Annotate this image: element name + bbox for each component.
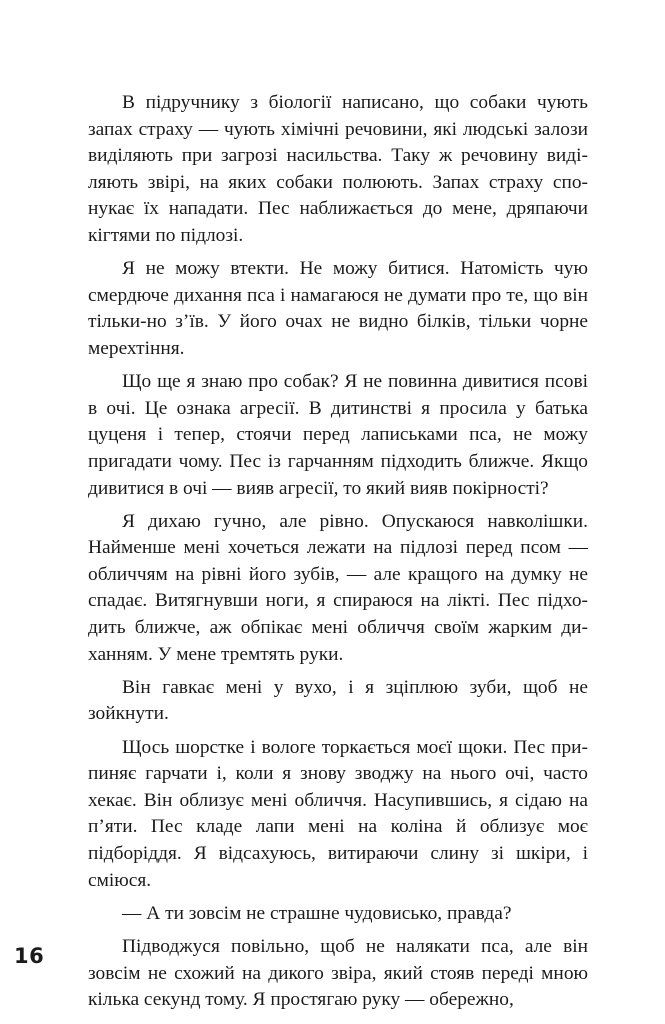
- paragraph: Підводжуся повільно, щоб не налякати пса, але він зовсім не схожий на дикого звіра, який стояв переді мною кілька секунд тому. Я простягаю руку — обережно,: [88, 935, 588, 1011]
- page-number: 16: [14, 944, 45, 968]
- paragraph: — А ти зовсім не страшне чудовисько, правда?: [122, 902, 512, 924]
- paragraph: В підручнику з біології написано, що собаки чують запах страху — чують хімічні речовини, які людські залози виділяють при загрозі насильства. Таку ж речовину виділяють звірі, на яких собаки полюють. Запах страху спонукає їх нападати. Пес наближається до мене, дряпаючи кігтями по підлозі.: [88, 92, 588, 246]
- paragraph: Я дихаю гучно, але рівно. Опускаюся навколішки. Найменше мені хочеться лежати на підлозі перед псом — обличчям на рівні його зубів, — але кращого на думку не спадає. Витягнувши ноги, я спираюся на лікті. Пес підходить ближче, аж обпікає мені обличчя своїм жарким диханням. У мене тремтять руки.: [88, 510, 588, 665]
- paragraph: Що ще я знаю про собак? Я не повинна дивитися псові в очі. Це ознака агресії. В дитинстві я просила у батька цуценя і тепер, стоячи перед лаписьками пса, не можу пригадати чому. Пес із гарчанням підходить ближче. Якщо дивитися в очі — вияв агресії, то який вияв покірності?: [88, 371, 588, 499]
- paragraph: Він гавкає мені у вухо, і я зціплюю зуби, щоб не зойкнути.: [88, 676, 588, 725]
- paragraph: Щось шорстке і вологе торкається моєї щоки. Пес припиняє гарчати і, коли я знову зводжу на нього очі, часто хекає. Він облизує мені обличчя. Насупившись, я сідаю на п’яти. Пес кладе лапи мені на коліна й облизує моє підборіддя. Я відсахуюсь, витираючи слину зі шкіри, і смiюся.: [88, 736, 588, 891]
- body-text: [88, 90, 588, 1020]
- paragraph: Я не можу втекти. Не можу битися. Натомість чую смердюче дихання пса і намагаюся не думати про те, що він тільки-но з’їв. У його очах не видно білків, тільки чорне мерехтіння.: [88, 258, 588, 359]
